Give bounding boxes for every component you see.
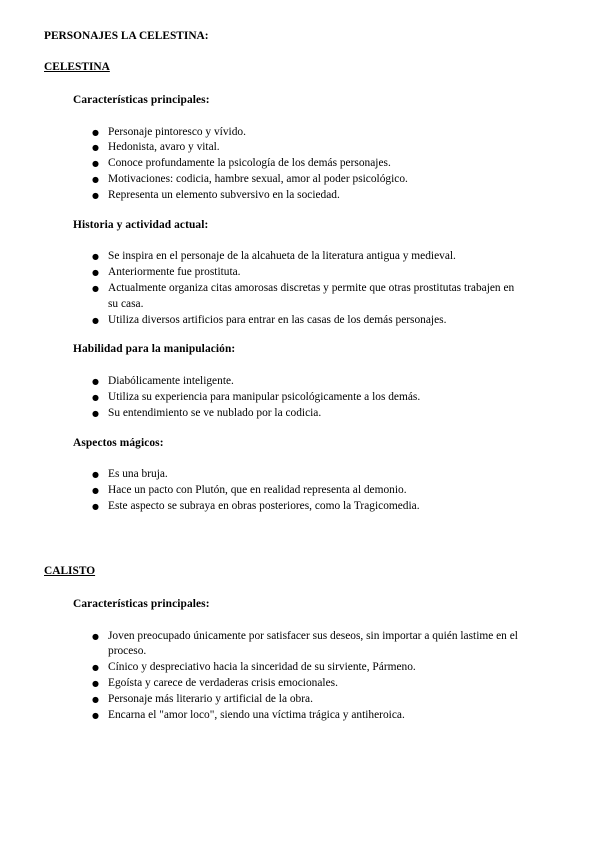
list-item: ● Egoísta y carece de verdaderas crisis emocionales. xyxy=(92,676,564,692)
bullet-list xyxy=(73,467,564,514)
section-habilidad xyxy=(73,342,564,421)
bullet-icon: ● xyxy=(92,159,99,169)
section-historia xyxy=(73,218,564,329)
bullet-icon: ● xyxy=(92,408,99,418)
character-celestina xyxy=(44,60,564,515)
bullet-list xyxy=(73,629,564,724)
list-item: ● Utiliza diversos artificios para entrar en las casas de los demás personajes. xyxy=(92,313,564,329)
list-item: ● Hedonista, avaro y vital. xyxy=(92,140,564,156)
bullet-icon: ● xyxy=(92,678,99,688)
character-heading: CELESTINA xyxy=(44,61,110,73)
bullet-list xyxy=(73,374,564,421)
section-caracteristicas xyxy=(73,597,564,724)
list-item: ● Cínico y despreciativo hacia la sinceridad de su sirviente, Pármeno. xyxy=(92,660,564,676)
section-heading: Historia y actividad actual: xyxy=(73,218,209,231)
bullet-icon: ● xyxy=(92,127,99,137)
list-item: ● Es una bruja. xyxy=(92,467,564,483)
bullet-icon: ● xyxy=(92,268,99,278)
bullet-icon: ● xyxy=(92,470,99,480)
list-item: ● Personaje más literario y artificial de la obra. xyxy=(92,692,564,708)
list-item: ● Representa un elemento subversivo en la sociedad. xyxy=(92,188,564,204)
section-heading: Habilidad para la manipulación: xyxy=(73,343,236,356)
section-heading: Aspectos mágicos: xyxy=(73,436,164,449)
list-item: ● Hace un pacto con Plutón, que en realidad representa al demonio. xyxy=(92,483,564,499)
bullet-icon: ● xyxy=(92,174,99,184)
list-item: ● Conoce profundamente la psicología de los demás personajes. xyxy=(92,156,564,172)
bullet-icon: ● xyxy=(92,377,99,387)
section-heading: Características principales: xyxy=(73,93,210,106)
list-item: ● Se inspira en el personaje de la alcahueta de la literatura antigua y medieval. xyxy=(92,249,564,265)
list-item: ● Actualmente organiza citas amorosas discretas y permite que otras prostitutas trabajen en su casa. xyxy=(92,281,515,310)
list-item: ● Personaje pintoresco y vívido. xyxy=(92,125,564,141)
bullet-list xyxy=(73,125,564,204)
section-caracteristicas xyxy=(73,93,564,204)
bullet-icon: ● xyxy=(92,501,99,511)
bullet-icon: ● xyxy=(92,143,99,153)
character-calisto xyxy=(44,564,564,723)
character-heading: CALISTO xyxy=(44,565,96,577)
document-title: PERSONAJES LA CELESTINA: xyxy=(44,30,209,42)
bullet-icon: ● xyxy=(92,631,99,641)
bullet-icon: ● xyxy=(92,252,99,262)
bullet-icon: ● xyxy=(92,694,99,704)
list-item: ● Motivaciones: codicia, hambre sexual, amor al poder psicológico. xyxy=(92,172,564,188)
bullet-icon: ● xyxy=(92,315,99,325)
bullet-list xyxy=(73,249,564,328)
section-aspectos-magicos xyxy=(73,436,564,515)
bullet-icon: ● xyxy=(92,486,99,496)
list-item: ● Este aspecto se subraya en obras posteriores, como la Tragicomedia. xyxy=(92,499,564,515)
bullet-icon: ● xyxy=(92,190,99,200)
list-item: ● Joven preocupado únicamente por satisfacer sus deseos, sin importar a quién lastime en el proceso. xyxy=(92,629,518,658)
bullet-icon: ● xyxy=(92,392,99,402)
list-item: ● Encarna el "amor loco", siendo una víctima trágica y antiheroica. xyxy=(92,708,564,724)
list-item: ● Utiliza su experiencia para manipular psicológicamente a los demás. xyxy=(92,390,564,406)
bullet-icon: ● xyxy=(92,663,99,673)
list-item: ● Su entendimiento se ve nublado por la codicia. xyxy=(92,406,564,422)
list-item: ● Diabólicamente inteligente. xyxy=(92,374,564,390)
bullet-icon: ● xyxy=(92,283,99,293)
section-heading: Características principales: xyxy=(73,597,210,610)
bullet-icon: ● xyxy=(92,710,99,720)
list-item: ● Anteriormente fue prostituta. xyxy=(92,265,564,281)
